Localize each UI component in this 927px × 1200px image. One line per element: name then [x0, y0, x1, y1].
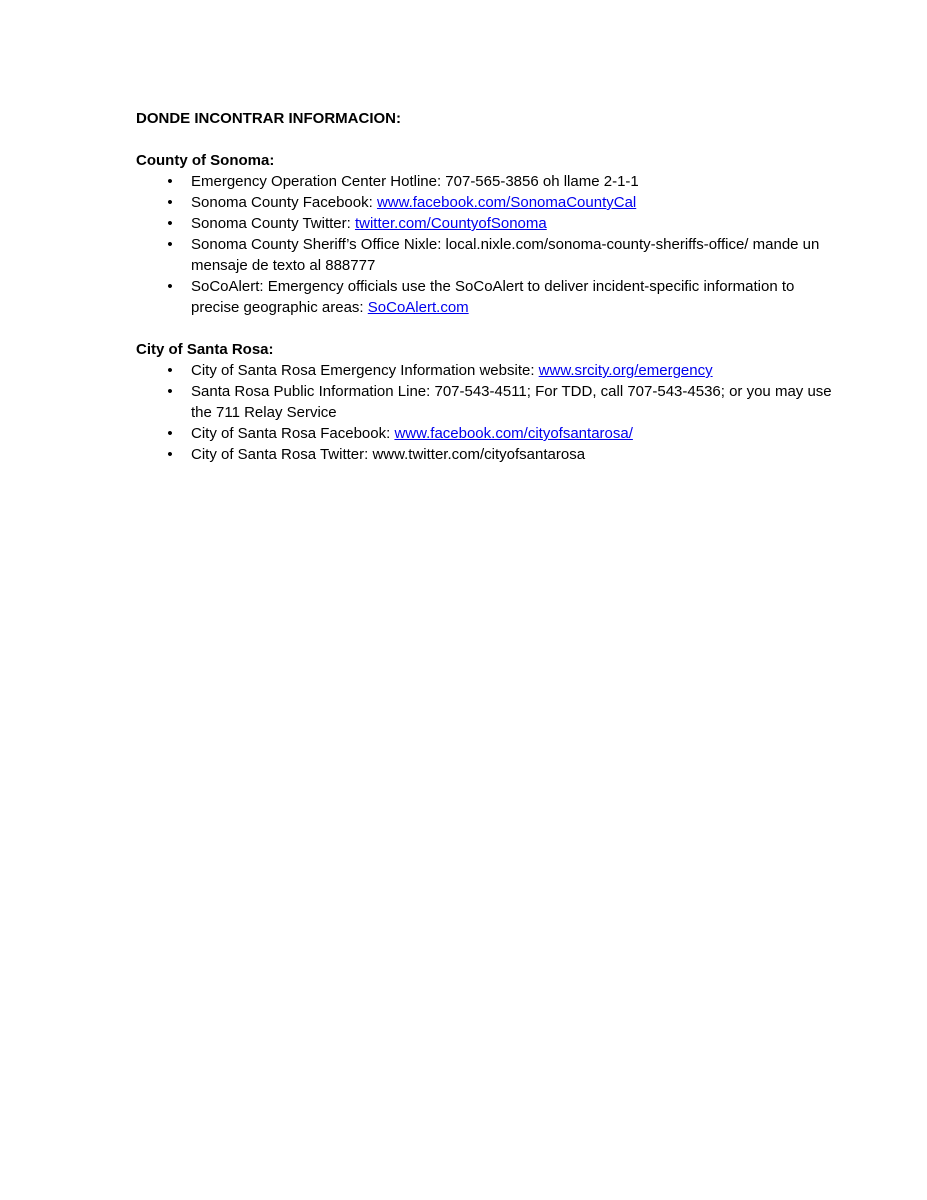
item-text: Sonoma County Twitter: [191, 215, 355, 232]
facebook-link[interactable]: www.facebook.com/SonomaCountyCal [376, 194, 637, 211]
bullet-icon: • [167, 383, 173, 400]
list-item [136, 381, 836, 423]
item-text: City of Santa Rosa Twitter: www.twitter.com/cityofsantarosa [191, 446, 586, 463]
item-text: SoCoAlert: Emergency officials use the SoCoAlert to deliver incident-specific information to precise geographic areas: [191, 278, 795, 316]
section-heading: County of Sonoma: [136, 152, 275, 169]
item-text: City of Santa Rosa Facebook: [191, 425, 395, 442]
list-item [136, 423, 836, 444]
document-title: DONDE INCONTRAR INFORMACION: [136, 110, 401, 127]
bullet-icon: • [167, 215, 173, 232]
document-content [136, 108, 836, 465]
list-item [136, 213, 836, 234]
bullet-icon: • [167, 194, 173, 211]
item-text: Santa Rosa Public Information Line: 707-543-4511; For TDD, call 707-543-4536; or you may use the 711 Relay Service [191, 383, 832, 421]
emergency-website-link[interactable]: www.srcity.org/emergency [538, 362, 713, 379]
item-text: City of Santa Rosa Emergency Information website: [191, 362, 539, 379]
list-item [136, 234, 836, 276]
list-item [136, 171, 836, 192]
list-item [136, 444, 836, 465]
bullet-list [136, 360, 836, 465]
bullet-icon: • [167, 446, 173, 463]
section-county-of-sonoma [136, 150, 836, 318]
bullet-icon: • [167, 425, 173, 442]
item-text: Sonoma County Facebook: [191, 194, 377, 211]
item-text: Sonoma County Sheriff’s Office Nixle: local.nixle.com/sonoma-county-sheriffs-office/ mande un mensaje de texto al 888777 [191, 236, 820, 274]
list-item [136, 192, 836, 213]
section-city-of-santa-rosa [136, 339, 836, 465]
list-item [136, 360, 836, 381]
bullet-icon: • [167, 362, 173, 379]
section-heading: City of Santa Rosa: [136, 341, 274, 358]
list-item [136, 276, 836, 318]
twitter-link[interactable]: twitter.com/CountyofSonoma [354, 215, 547, 232]
facebook-link[interactable]: www.facebook.com/cityofsantarosa/ [394, 425, 633, 442]
bullet-icon: • [167, 173, 173, 190]
socoalert-link[interactable]: SoCoAlert.com [367, 299, 469, 316]
bullet-icon: • [167, 236, 173, 253]
bullet-list [136, 171, 836, 318]
bullet-icon: • [167, 278, 173, 295]
item-text: Emergency Operation Center Hotline: 707-565-3856 oh llame 2-1-1 [191, 173, 639, 190]
